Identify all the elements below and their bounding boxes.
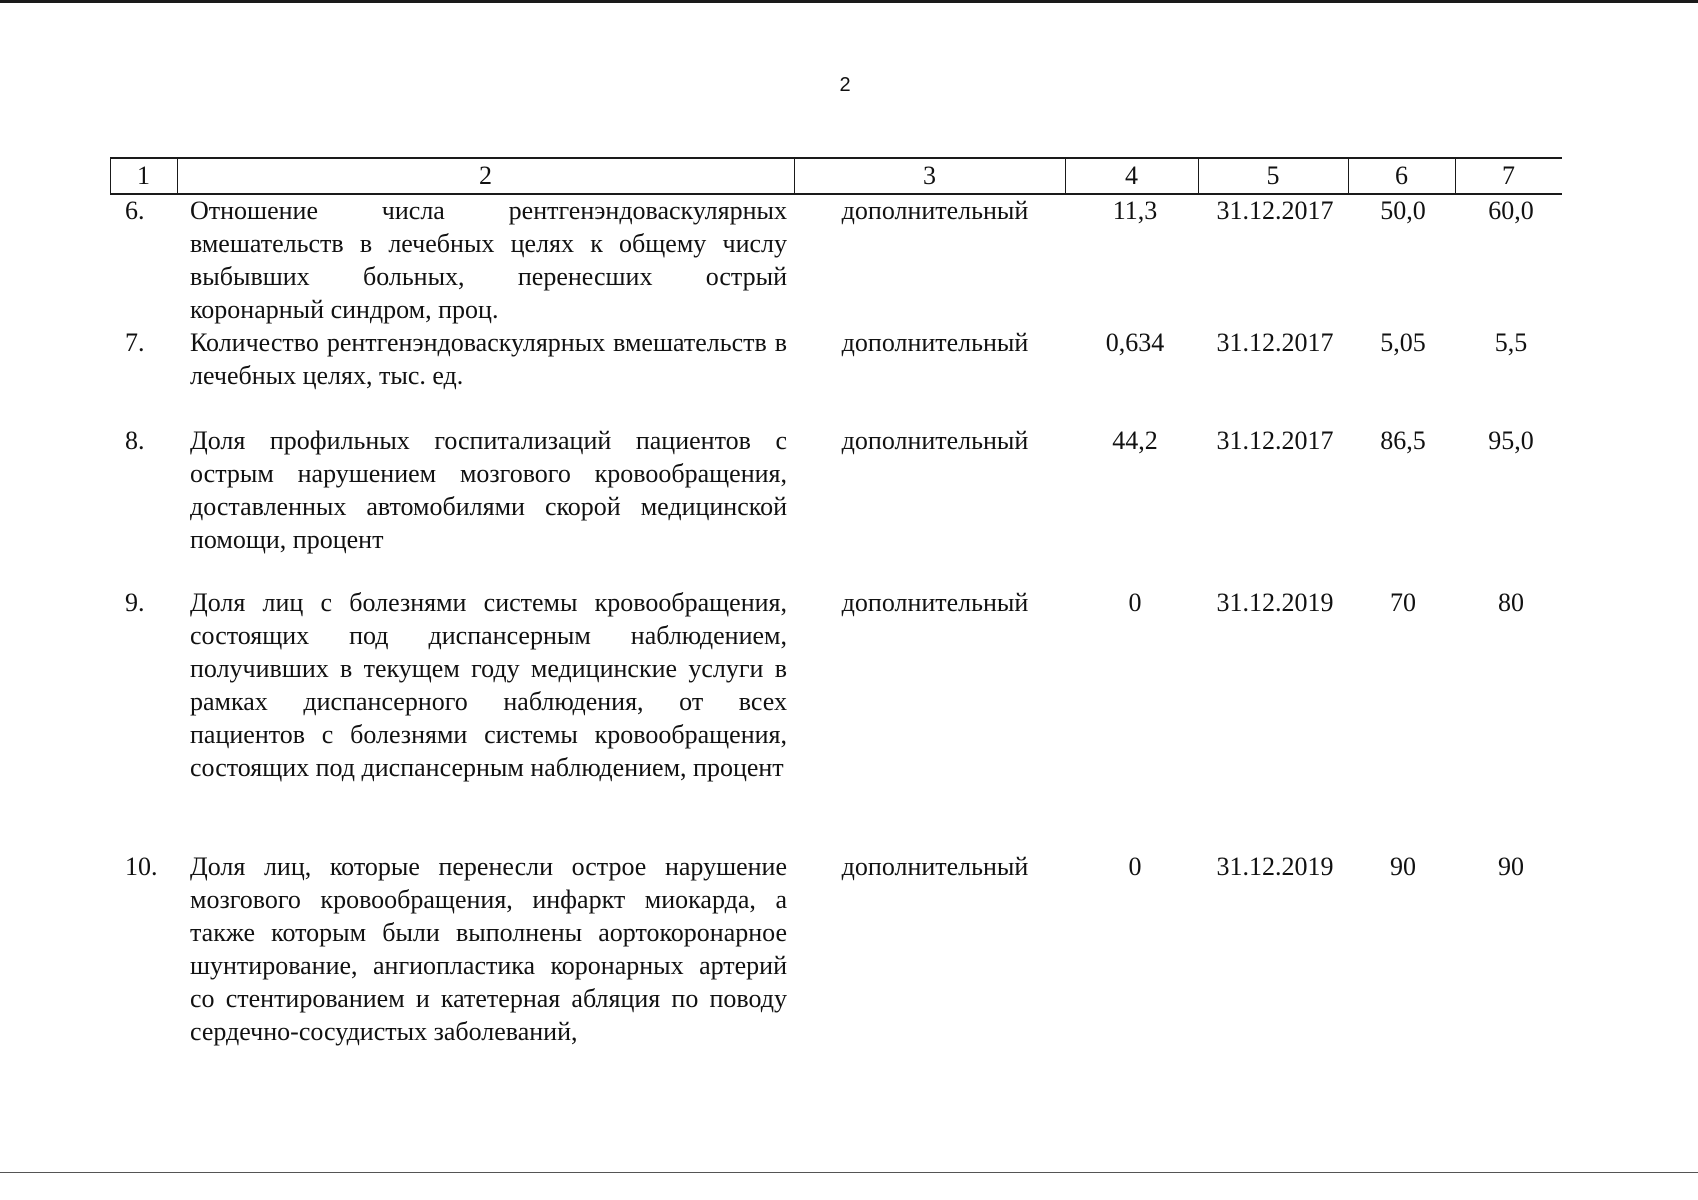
value-col-7: 90: [1498, 852, 1524, 881]
indicator-type: дополнительный: [841, 588, 1029, 617]
base-value: 44,2: [1112, 426, 1158, 455]
table-header-cell: 4: [1125, 161, 1138, 190]
base-value: 0: [1128, 852, 1142, 881]
value-col-7: 60,0: [1488, 196, 1534, 225]
value-col-6: 70: [1390, 588, 1416, 617]
value-col-7: 95,0: [1488, 426, 1534, 455]
base-value: 0,634: [1105, 328, 1165, 357]
indicator-type: дополнительный: [841, 328, 1029, 357]
base-date: 31.12.2019: [1216, 588, 1334, 617]
row-number: 7.: [125, 328, 145, 357]
base-date: 31.12.2017: [1216, 196, 1334, 225]
base-value: 11,3: [1112, 196, 1158, 225]
base-date: 31.12.2019: [1216, 852, 1334, 881]
base-value: 0: [1128, 588, 1142, 617]
indicator-name: Количество рентгенэндоваскулярных вмешательств в лечебных целях, тыс. ед.: [190, 328, 787, 390]
row-number: 9.: [125, 588, 145, 617]
scan-top-border: [0, 0, 1698, 3]
base-date: 31.12.2017: [1216, 328, 1334, 357]
indicator-name: Доля лиц, которые перенесли острое нарушение мозгового кровообращения, инфаркт миокарда, а также которым были выполнены аортокоронарное шунтирование, ангиопластика коронарных артерий со стентированием и катетерная абляция по поводу сердечно-сосудистых заболеваний,: [190, 852, 787, 1046]
value-col-6: 90: [1390, 852, 1416, 881]
indicator-name: Доля профильных госпитализаций пациентов с острым нарушением мозгового кровообращения, доставленных автомобилями скорой медицинской помощи, процент: [190, 426, 787, 554]
table-header-cell: 1: [137, 161, 150, 190]
value-col-6: 86,5: [1380, 426, 1426, 455]
table-header-cell: 2: [479, 161, 492, 190]
scan-bottom-border: [0, 1172, 1698, 1173]
value-col-6: 50,0: [1380, 196, 1426, 225]
value-col-7: 80: [1498, 588, 1524, 617]
indicator-type: дополнительный: [841, 196, 1029, 225]
value-col-6: 5,05: [1380, 328, 1426, 357]
table-header-cell: 7: [1502, 161, 1515, 190]
page-number: 2: [839, 74, 851, 96]
indicator-name: Отношение числа рентгенэндоваскулярных вмешательств в лечебных целях к общему числу выбывших больных, перенесших острый коронарный синдром, проц.: [190, 196, 787, 324]
row-number: 10.: [125, 852, 158, 881]
indicator-type: дополнительный: [841, 852, 1029, 881]
table-header-cell: 3: [923, 161, 936, 190]
row-number: 6.: [125, 196, 145, 225]
table-header-cell: 6: [1395, 161, 1408, 190]
table-header-top-line: [110, 157, 1562, 159]
table-header-cell: 5: [1266, 161, 1280, 190]
indicator-name: Доля лиц с болезнями системы кровообращения, состоящих под диспансерным наблюдением, получивших в текущем году медицинские услуги в рамках диспансерного наблюдения, от всех пациентов с болезнями системы кровообращения, состоящих под диспансерным наблюдением, процент: [190, 588, 787, 782]
row-number: 8.: [125, 426, 145, 455]
value-col-7: 5,5: [1494, 328, 1528, 357]
base-date: 31.12.2017: [1216, 426, 1334, 455]
indicator-type: дополнительный: [841, 426, 1029, 455]
